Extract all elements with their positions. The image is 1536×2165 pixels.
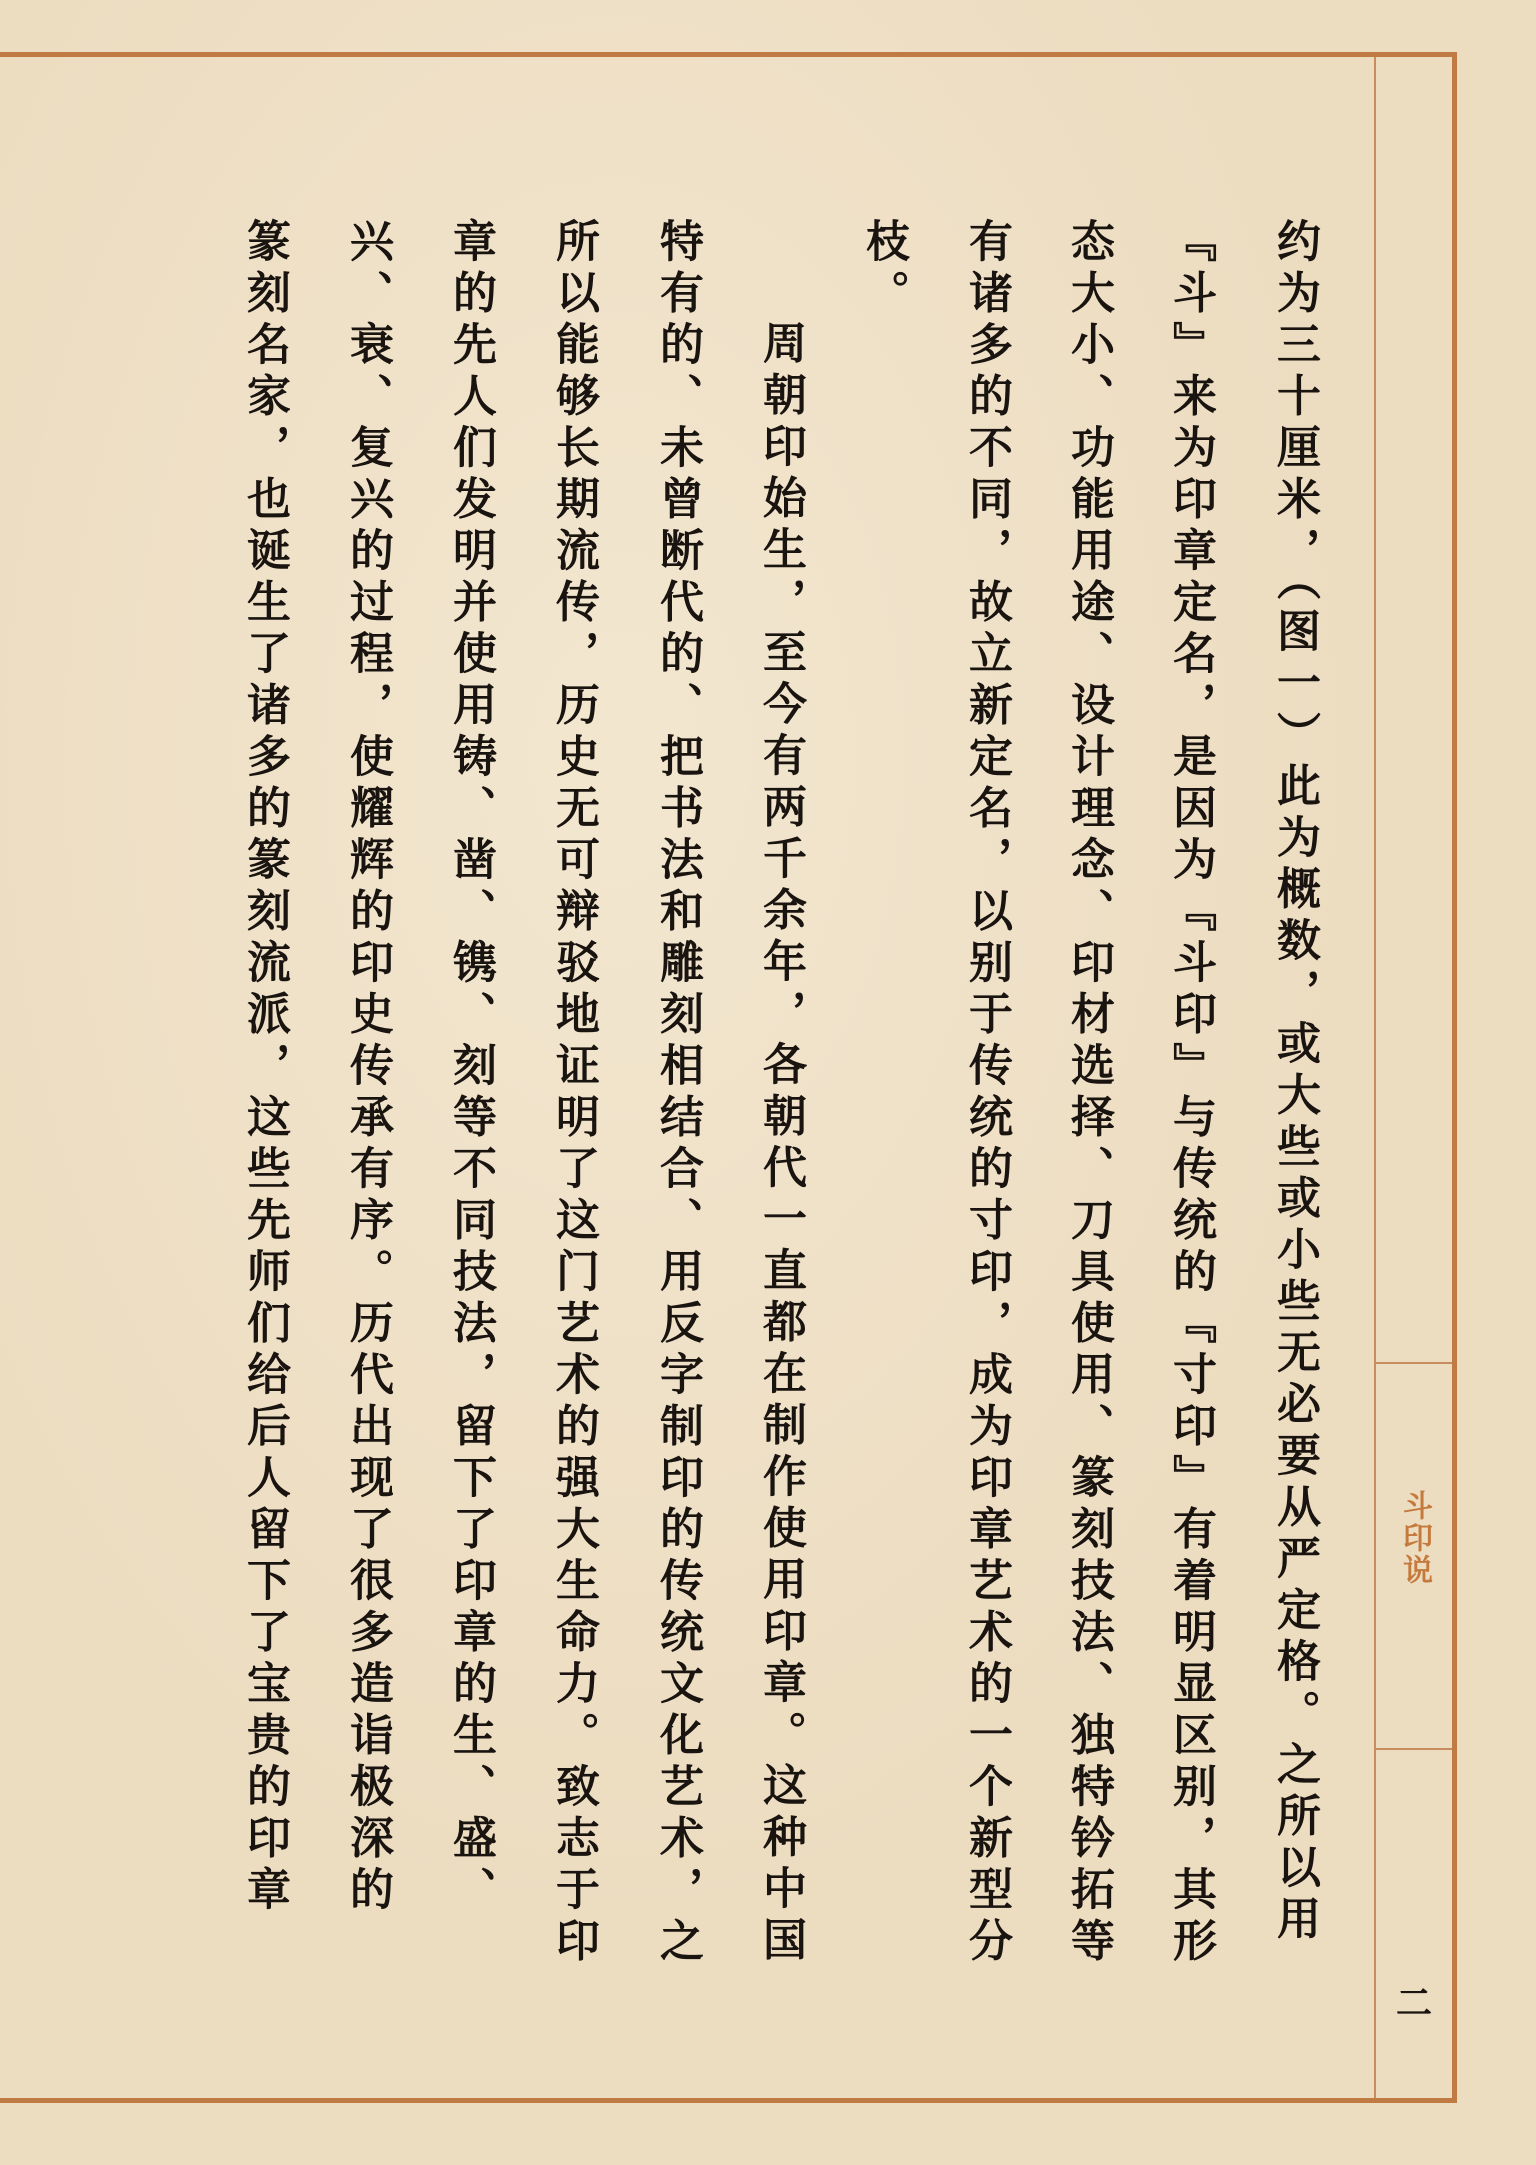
page-number: 二 <box>1395 1982 1432 2024</box>
text-column: 兴、衰、复兴的过程，使耀辉的印史传承有序。历代出现了很多造诣极深的 <box>342 218 393 1918</box>
gutter-rule-upper <box>1374 1362 1452 1364</box>
text-column: 约为三十厘米，（图一）此为概数，或大些或小些无必要从严定格。之所以用 <box>1269 218 1320 1947</box>
text-column: 章的先人们发明并使用铸、凿、镌、刻等不同技法，留下了印章的生、盛、 <box>445 218 496 1918</box>
text-column: 篆刻名家，也诞生了诸多的篆刻流派，这些先师们给后人留下了宝贵的印章 <box>239 218 290 1918</box>
frame-border-bottom <box>0 2098 1457 2103</box>
frame-border-right <box>1452 52 1457 2103</box>
gutter-divider <box>1374 57 1376 2098</box>
text-column: 枝。 <box>858 218 909 321</box>
text-column: 特有的、未曾断代的、把书法和雕刻相结合、用反字制印的传统文化艺术，之 <box>652 218 703 1969</box>
text-column: 『斗』来为印章定名，是因为『斗印』与传统的『寸印』有着明显区别，其形 <box>1165 218 1216 1969</box>
frame-border-top <box>0 52 1457 57</box>
text-column: 周朝印始生，至今有两千余年，各朝代一直都在制作使用印章。这种中国 <box>755 320 806 1968</box>
running-title: 斗印说 <box>1397 1490 1432 1586</box>
text-column: 态大小、功能用途、设计理念、印材选择、刀具使用、篆刻技法、独特钤拓等 <box>1063 218 1114 1969</box>
text-column: 所以能够长期流传，历史无可辩驳地证明了这门艺术的强大生命力。致志于印 <box>548 218 599 1969</box>
gutter-rule-lower <box>1374 1748 1452 1750</box>
text-column: 有诸多的不同，故立新定名，以别于传统的寸印，成为印章艺术的一个新型分 <box>961 218 1012 1969</box>
